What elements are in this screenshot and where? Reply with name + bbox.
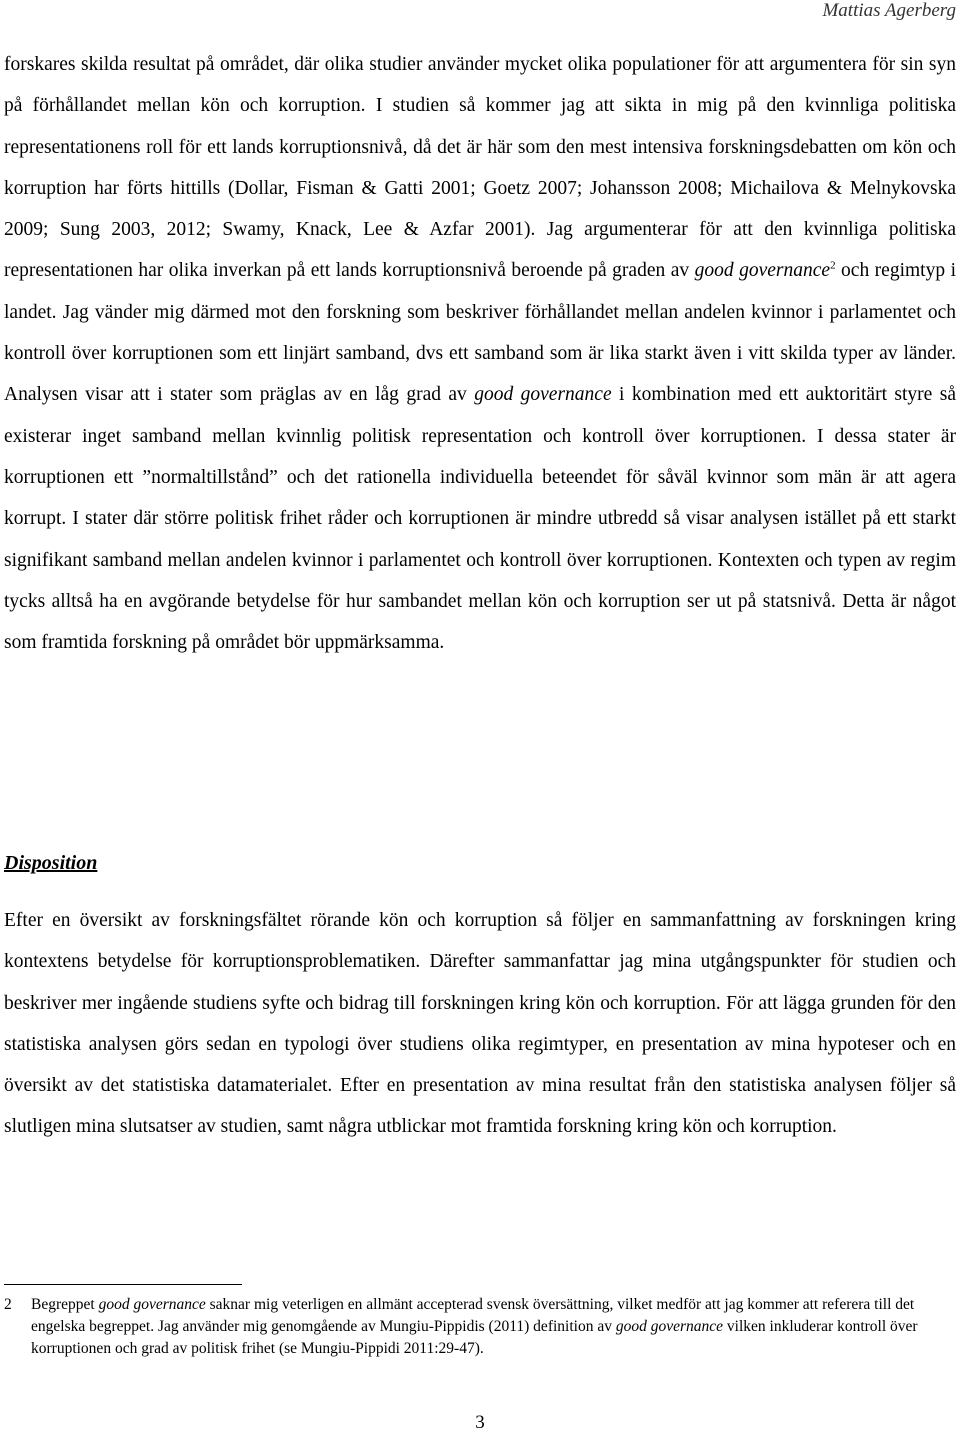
italic-term: good governance [474, 384, 612, 406]
sentence: och regimtyp i landet. [4, 260, 956, 323]
footnote-text-part: saknar mig veterligen en allmänt accepterad svensk översättning, vilket medför att jag kommer att referera till det engelska begreppet. Jag använder mig genomgående av Mungiu-Pippidis (2011) definition av [31, 1296, 915, 1335]
sentence: Detta är något som framtida forskning på området bör uppmärksamma. [4, 590, 957, 654]
footnote-text-part: Begreppet [31, 1296, 95, 1313]
running-header-author: Mattias Agerberg [822, 0, 956, 21]
sentence: I dessa stater är korruptionen ett ”normaltillstånd” och det rationella individuella beteendet för såväl kvinnor som män är att agera korrupt. [4, 425, 956, 530]
footnote-number: 2 [4, 1296, 12, 1313]
sentence: Jag argumenterar för att den kvinnliga politiska representationen har olika inverkan på ett lands korruptionsnivå beroende på graden av [4, 219, 956, 282]
italic-term: good governance [615, 1318, 724, 1335]
sentence: Kontexten och typen av regim tycks alltså ha en avgörande betydelse för hur sambandet mellan kön och korruption ser ut på statsnivå. [4, 549, 956, 612]
section-heading-disposition: Disposition [4, 852, 98, 874]
footnote-reference: 2 [830, 259, 836, 272]
sentence: Jag vänder mig därmed mot den forskning som beskriver förhållandet mellan andelen kvinnor i parlamentet och kontroll över korruptionen som ett linjärt samband, dvs ett samband som är lika starkt även i vitt skilda typer av länder. [4, 301, 956, 365]
italic-term: good governance [98, 1296, 206, 1313]
footnote-divider [4, 1284, 242, 1285]
page-number: 3 [475, 1412, 485, 1433]
italic-term: good governance [694, 260, 831, 282]
footnote-text-part: vilken inkluderar kontroll över korruptionen och grad av politisk frihet (se Mungiu-Pippidi 2011:29-47). [31, 1318, 918, 1357]
sentence: i kombination med ett auktoritärt styre så existerar inget samband mellan kvinnlig politisk representation och kontroll över korruptionen. [4, 384, 956, 447]
footnote [4, 1294, 950, 1360]
footnote-text [31, 1294, 950, 1360]
sentence: I stater där större politisk frihet råder och korruptionen är mindre utbredd så visar analysen istället på ett starkt signifikant samband mellan andelen kvinnor i parlamentet och kontroll över korruptionen. [4, 508, 957, 571]
sentence: Analysen visar att i stater som präglas av en låg grad av [4, 384, 467, 406]
body-paragraph-disposition: Efter en översikt av forskningsfältet rörande kön och korruption så följer en sammanfattning av forskningen kring kontextens betydelse för korruptionsproblematiken. Därefter sammanfattar jag mina utgångspunkter för studien och beskriver mer ingående studiens syfte och bidrag till forskningen kring kön och korruption. För att lägga grunden för den statistiska analysen görs sedan en typologi över studiens olika regimtyper, en presentation av mina hypoteser och en översikt av det statistiska datamaterialet. Efter en presentation av mina resultat från den statistiska analysen följer så slutligen mina slutsatser av studien, samt några utblickar mot framtida forskning kring kön och korruption. [4, 910, 956, 1138]
sentence: forskares skilda resultat på området, där olika studier använder mycket olika populationer för att argumentera för sin syn på förhållandet mellan kön och korruption. [4, 54, 956, 117]
body-paragraph-intro [4, 44, 956, 663]
sentence: I studien så kommer jag att sikta in mig på den kvinnliga politiska representationens roll för ett lands korruptionsnivå, då det är här som den mest intensiva forskningsdebatten om kön och korruption har förts hittills (Dollar, Fisman & Gatti 2001; Goetz 2007; Johansson 2008; Michailova & Melnykovska 2009; Sung 2003, 2012; Swamy, Knack, Lee & Azfar 2001). [4, 95, 956, 241]
